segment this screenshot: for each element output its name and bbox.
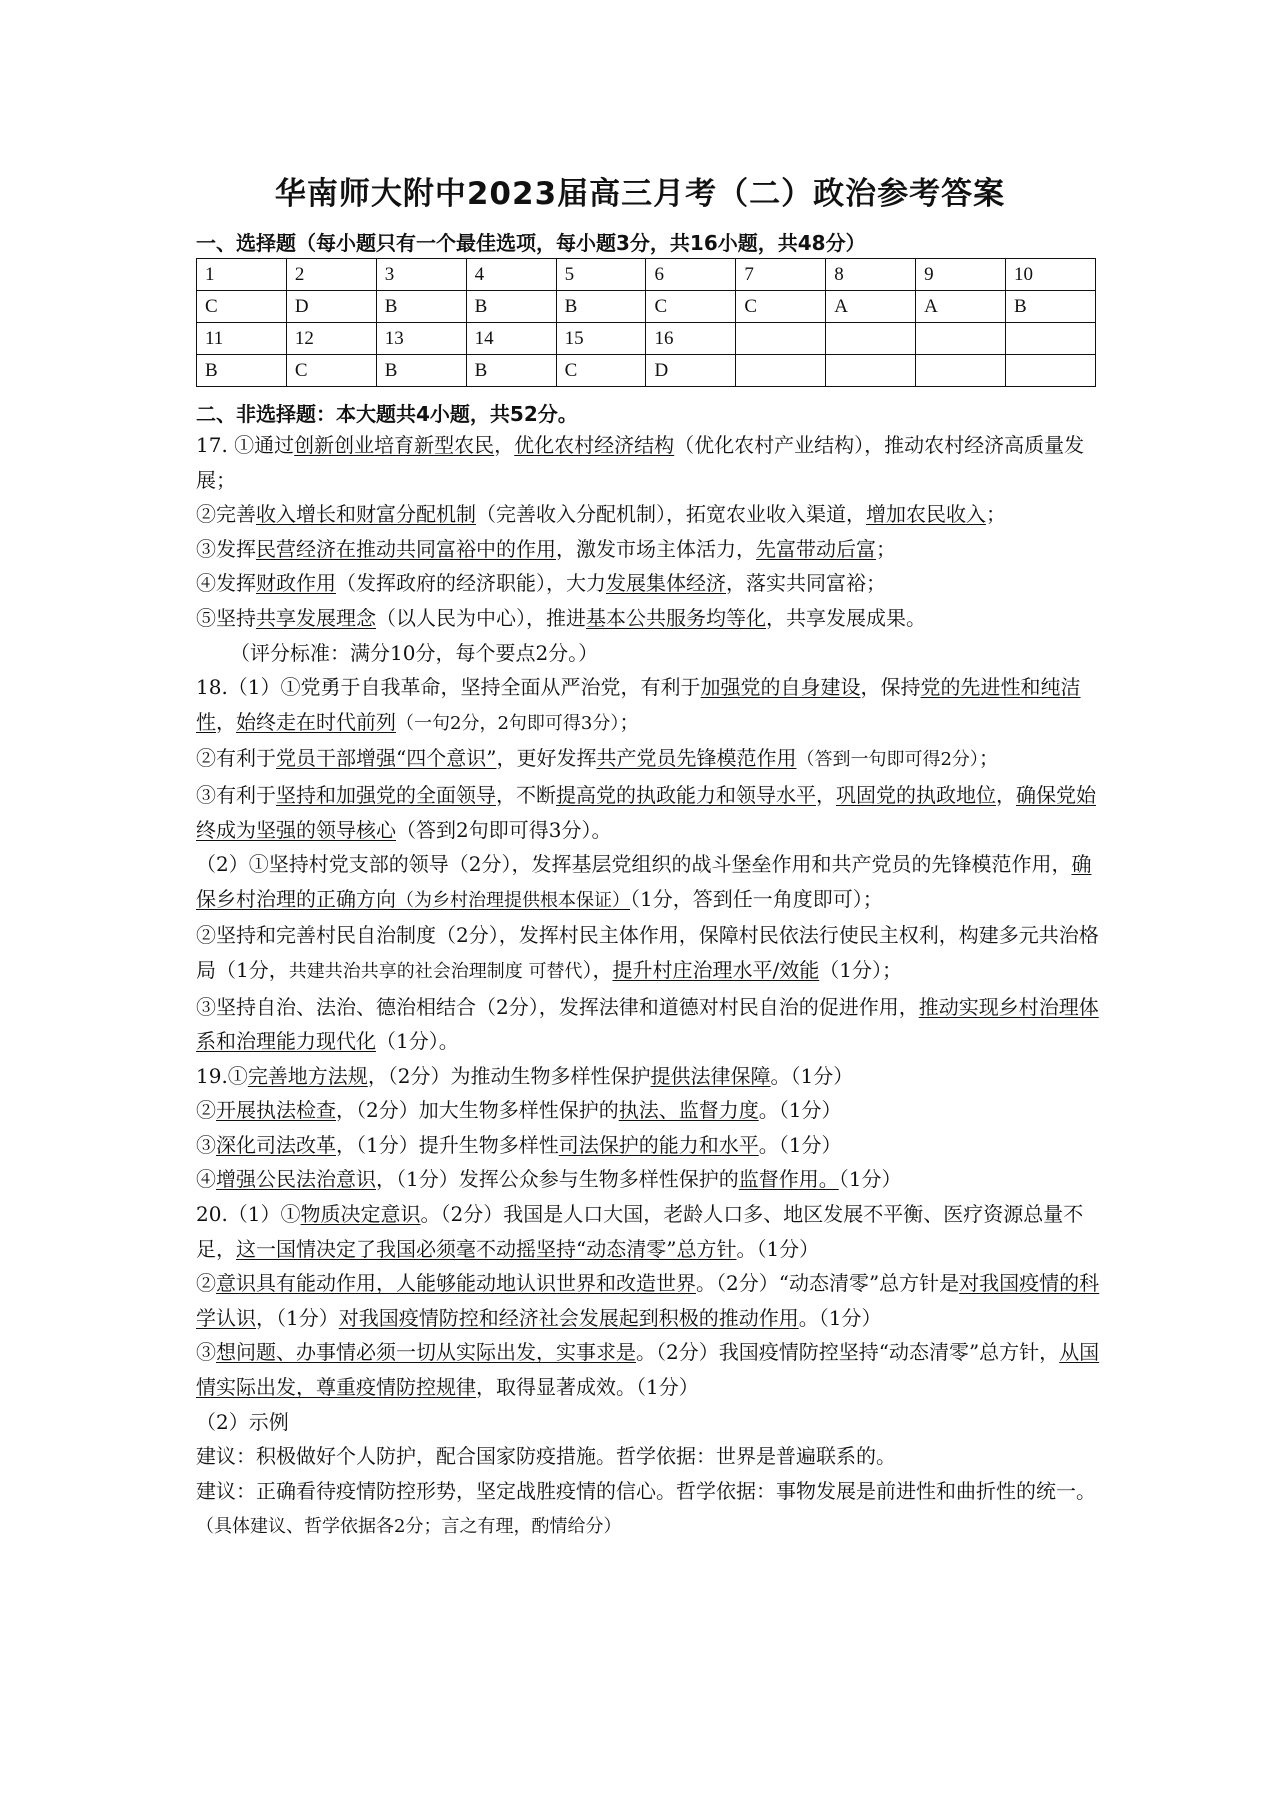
text-segment: ，（2分）加大生物多样性保护的 — [336, 1098, 619, 1123]
answer-table-cell: C — [556, 355, 646, 387]
text-segment: ，更好发挥 — [496, 746, 597, 771]
answer-table-cell: 7 — [736, 259, 826, 291]
answer-table-cell: B — [376, 355, 466, 387]
text-segment: ； — [978, 746, 999, 771]
text-segment: ③ — [196, 1340, 216, 1365]
text-segment: ）， — [582, 957, 613, 982]
key-phrase: 提高党的执政能力和领导水平 — [556, 782, 816, 807]
key-phrase: 提升村庄治理水平/效能 — [612, 957, 820, 982]
q19-point-2 — [196, 1093, 1101, 1128]
answer-table-cell: 6 — [646, 259, 736, 291]
text-segment: 哲学依据：事物发展是前进性和曲折性的统一。 — [676, 1478, 1096, 1503]
answer-table-row — [197, 323, 1096, 355]
text-segment: ②完善 — [196, 502, 256, 527]
key-phrase: 发展集体经济 — [606, 571, 726, 596]
text-segment: 。（1分） — [758, 1132, 842, 1157]
text-segment: ，（1分） — [256, 1305, 339, 1330]
key-phrase: 始终走在时代前列 — [236, 709, 396, 734]
answer-table-cell: B — [556, 291, 646, 323]
text-segment: （1分） — [838, 1167, 902, 1192]
text-segment: ，大力 — [546, 571, 606, 596]
answer-table-cell: 10 — [1006, 259, 1096, 291]
answer-table-cell: C — [736, 291, 826, 323]
answer-table-cell: 2 — [286, 259, 376, 291]
q17-point-3 — [196, 532, 1101, 567]
key-phrase: 收入增长和财富分配机制 — [256, 502, 476, 527]
text-segment: ，保持 — [860, 675, 921, 700]
key-phrase: 增加农民收入 — [866, 502, 986, 527]
answer-table-cell: C — [646, 291, 736, 323]
key-phrase: 党的先进性和纯洁性 — [196, 675, 1081, 734]
answer-table-cell — [736, 323, 826, 355]
key-phrase: 坚持和加强党的全面领导 — [276, 782, 496, 807]
text-segment: （完善收入分配机制） — [476, 502, 666, 527]
key-phrase: 基本公共服务均等化 — [586, 605, 766, 630]
key-phrase: 从国情实际出发，尊重疫情防控规律 — [196, 1340, 1100, 1400]
key-phrase: 监督作用。 — [738, 1167, 839, 1192]
answer-table-cell: C — [197, 291, 287, 323]
text-segment: ， — [816, 782, 836, 807]
text-segment: （发挥政府的经济职能） — [336, 571, 546, 596]
key-phrase: 共产党员先锋模范作用 — [596, 746, 797, 771]
key-phrase: 深化司法改革 — [216, 1132, 336, 1157]
text-segment: ③坚持自治、法治、德治相结合（2分），发挥法律和道德对村民自治的促进作用， — [196, 994, 919, 1019]
text-segment: ②有利于 — [196, 746, 276, 771]
q18-part2-point-2 — [196, 918, 1101, 989]
key-phrase: 执法、监督力度 — [618, 1098, 759, 1123]
text-segment: 。（2分）我国疫情防控坚持“动态清零”总方针， — [636, 1340, 1060, 1365]
key-phrase: 优化农村经济结构 — [514, 433, 675, 457]
answer-table — [196, 258, 1096, 387]
text-segment: ， — [216, 709, 236, 734]
key-phrase: 对我国疫情防控和经济社会发展起到积极的推动作用 — [338, 1305, 799, 1330]
answer-table-cell: C — [286, 355, 376, 387]
key-phrase: （为乡村治理提供根本保证） — [396, 889, 630, 911]
q17-point-5 — [196, 601, 1101, 636]
answer-table-cell: 13 — [376, 323, 466, 355]
answer-table-cell: 5 — [556, 259, 646, 291]
key-phrase: 司法保护的能力和水平 — [558, 1132, 759, 1157]
section-choice-heading: 一、选择题（每小题只有一个最佳选项，每小题3分，共16小题，共48分） — [196, 231, 866, 255]
key-phrase: 推动实现乡村治理体系和治理能力现代化 — [196, 994, 1099, 1054]
text-segment: ⑤坚持 — [196, 605, 256, 630]
text-segment: ，（2分）为推动生物多样性保护 — [367, 1063, 651, 1088]
text-segment: 建议：正确看待疫情防控形势，坚定战胜疫情的信心。 — [196, 1478, 676, 1503]
answer-table-cell — [916, 355, 1006, 387]
key-phrase: 想问题、办事情必须一切从实际出发，实事求是 — [216, 1340, 636, 1365]
key-phrase: 党员干部增强“四个意识” — [276, 746, 497, 771]
key-phrase: 创新创业培育新型农民 — [294, 433, 495, 457]
answer-table-cell — [736, 355, 826, 387]
text-segment: ④发挥 — [196, 571, 256, 596]
answer-body — [196, 428, 1101, 1545]
q17-point-2 — [196, 497, 1101, 532]
text-segment: 。（1分） — [798, 1305, 882, 1330]
answer-table-cell: 3 — [376, 259, 466, 291]
answer-table-cell: A — [916, 291, 1006, 323]
text-segment: （优化农村产业结构） — [674, 433, 865, 457]
q20-part1-point-1 — [196, 1197, 1101, 1266]
text-segment: （答到一句即可得2分） — [796, 749, 979, 771]
text-segment: ，激发市场主体活力， — [556, 536, 756, 561]
key-phrase: 巩固党的执政地位 — [836, 782, 996, 807]
text-segment: ； — [876, 536, 896, 561]
text-segment: （2）①坚持村党支部的领导（2分），发挥基层党组织的战斗堡垒作用和共产党员的先锋模范作用， — [196, 852, 1072, 877]
key-phrase: 加强党的自身建设 — [700, 675, 861, 700]
text-segment: 18.（1）①党勇于自我革命，坚持全面从严治党，有利于 — [196, 675, 701, 700]
key-phrase: 确保党始终成为坚强的领导核心 — [196, 782, 1096, 842]
answer-table-cell — [1006, 323, 1096, 355]
text-segment: 。（2分）“动态清零”总方针是 — [696, 1271, 960, 1296]
text-segment: ，不断 — [496, 782, 556, 807]
text-segment: （1分，答到任一角度即可）； — [630, 886, 883, 911]
q18-part2-point-3 — [196, 990, 1101, 1059]
key-phrase: 物质决定意识 — [300, 1202, 421, 1227]
answer-table-cell: 15 — [556, 323, 646, 355]
text-segment: （一句2分，2句即可得3分） — [396, 712, 620, 734]
text-segment: （以人民为中心），推进 — [376, 605, 586, 630]
answer-table-cell — [826, 355, 916, 387]
text-segment: ，取得显著成效。（1分） — [476, 1375, 699, 1400]
answer-table-cell: B — [376, 291, 466, 323]
answer-table-cell: 14 — [466, 323, 556, 355]
key-phrase: 民营经济在推动共同富裕中的作用 — [256, 536, 556, 561]
answer-table-cell: 8 — [826, 259, 916, 291]
text-segment: ， — [996, 782, 1016, 807]
answer-table-row — [197, 355, 1096, 387]
answer-table-cell: D — [646, 355, 736, 387]
key-phrase: 开展执法检查 — [216, 1098, 336, 1123]
answer-table-cell — [916, 323, 1006, 355]
key-phrase: 这一国情决定了我国必须毫不动摇坚持“动态清零”总方针 — [236, 1236, 737, 1261]
q20-example-1 — [196, 1439, 1101, 1474]
key-phrase: 意识具有能动作用，人能够能动地认识世界和改造世界 — [216, 1271, 696, 1296]
q18-part2-point-1 — [196, 847, 1101, 918]
answer-table-cell: B — [1006, 291, 1096, 323]
answer-table-cell: 11 — [197, 323, 287, 355]
answer-table-cell: A — [826, 291, 916, 323]
answer-table-cell — [1006, 355, 1096, 387]
answer-table-row — [197, 259, 1096, 291]
key-phrase: 提供法律保障 — [650, 1063, 771, 1088]
text-segment: ，推动农村经济高质量发展； — [196, 433, 1085, 492]
key-phrase: 先富带动后富 — [756, 536, 876, 561]
answer-table-cell: 4 — [466, 259, 556, 291]
text-segment: ④ — [196, 1167, 216, 1192]
text-segment: 。（2分）我国是人口大国，老龄人口多、地区发展不平衡、医疗资源总量不足， — [196, 1202, 1084, 1261]
q19-point-4 — [196, 1162, 1101, 1197]
text-segment: ， — [494, 433, 515, 457]
q18-part1-point-2 — [196, 741, 1101, 778]
answer-table-cell: B — [197, 355, 287, 387]
text-segment: ③发挥 — [196, 536, 256, 561]
answer-table-cell: B — [466, 291, 556, 323]
answer-table-cell — [826, 323, 916, 355]
answer-table-cell: 1 — [197, 259, 287, 291]
text-segment: 哲学依据：世界是普遍联系的。 — [616, 1444, 896, 1469]
text-segment: ② — [196, 1098, 216, 1123]
answer-table-cell: 12 — [286, 323, 376, 355]
key-phrase: 增强公民法治意识 — [216, 1167, 376, 1192]
q20-part2-heading: （2）示例 — [196, 1409, 289, 1434]
section-nonchoice-heading: 二、非选择题：本大题共4小题，共52分。 — [196, 402, 578, 426]
text-segment: 20.（1）① — [196, 1202, 301, 1227]
q17-point-1 — [196, 428, 1101, 497]
q17-scoring-note: （评分标准：满分10分，每个要点2分。） — [230, 640, 599, 665]
text-segment: ； — [619, 709, 640, 734]
q19-point-3 — [196, 1128, 1101, 1163]
key-phrase: 共享发展理念 — [256, 605, 376, 630]
q19-point-1 — [196, 1059, 1101, 1094]
text-segment: ； — [986, 502, 1006, 527]
key-phrase: 财政作用 — [256, 571, 336, 596]
page-title: 华南师大附中2023届高三月考（二）政治参考答案 — [274, 176, 1006, 212]
text-segment: 。（1分） — [736, 1236, 820, 1261]
text-segment: 19.① — [196, 1063, 248, 1088]
answer-table-cell: 16 — [646, 323, 736, 355]
answer-table-cell: 9 — [916, 259, 1006, 291]
text-segment: ②坚持和完善村民自治制度（2分），发挥村民主体作用，保障村民依法行使民主权利，构建多元共治格局（1分， — [196, 923, 1099, 982]
text-segment: 建议：积极做好个人防护，配合国家防疫措施。 — [196, 1444, 616, 1469]
q20-part1-point-2 — [196, 1266, 1101, 1335]
key-phrase: 完善地方法规 — [247, 1063, 368, 1088]
answer-table-cell: B — [466, 355, 556, 387]
answer-table-cell: D — [286, 291, 376, 323]
q18-part1-point-1 — [196, 670, 1101, 741]
key-phrase: 确保乡村治理的正确方向 — [196, 852, 1092, 911]
text-segment: 。（1分） — [770, 1063, 854, 1088]
text-segment: 17. ①通过 — [196, 433, 295, 457]
text-segment: （答到2句即可得3分）。 — [396, 817, 612, 842]
text-segment: ，落实共同富裕； — [726, 571, 886, 596]
text-segment: ③ — [196, 1132, 216, 1157]
key-phrase: 对我国疫情的科学认识 — [196, 1271, 1100, 1330]
text-segment: ，（1分）提升生物多样性 — [336, 1132, 559, 1157]
text-segment: ② — [196, 1271, 216, 1296]
q20-example-2 — [196, 1474, 1101, 1545]
text-segment: ，（1分）发挥公众参与生物多样性保护的 — [376, 1167, 739, 1192]
answer-table-row — [197, 291, 1096, 323]
text-segment: 。（1分） — [758, 1098, 842, 1123]
q17-point-4 — [196, 566, 1101, 601]
text-segment: （具体建议、哲学依据各2分；言之有理，酌情给分） — [196, 1516, 622, 1538]
text-segment: ，拓宽农业收入渠道， — [666, 502, 866, 527]
text-segment: 共建共治共享的社会治理制度 可替代 — [288, 960, 583, 982]
text-segment: （1分）； — [819, 957, 902, 982]
q18-part1-point-3 — [196, 778, 1101, 847]
text-segment: ③有利于 — [196, 782, 276, 807]
q20-part1-point-3 — [196, 1335, 1101, 1404]
text-segment: （1分）。 — [376, 1029, 459, 1054]
text-segment: ，共享发展成果。 — [766, 605, 926, 630]
